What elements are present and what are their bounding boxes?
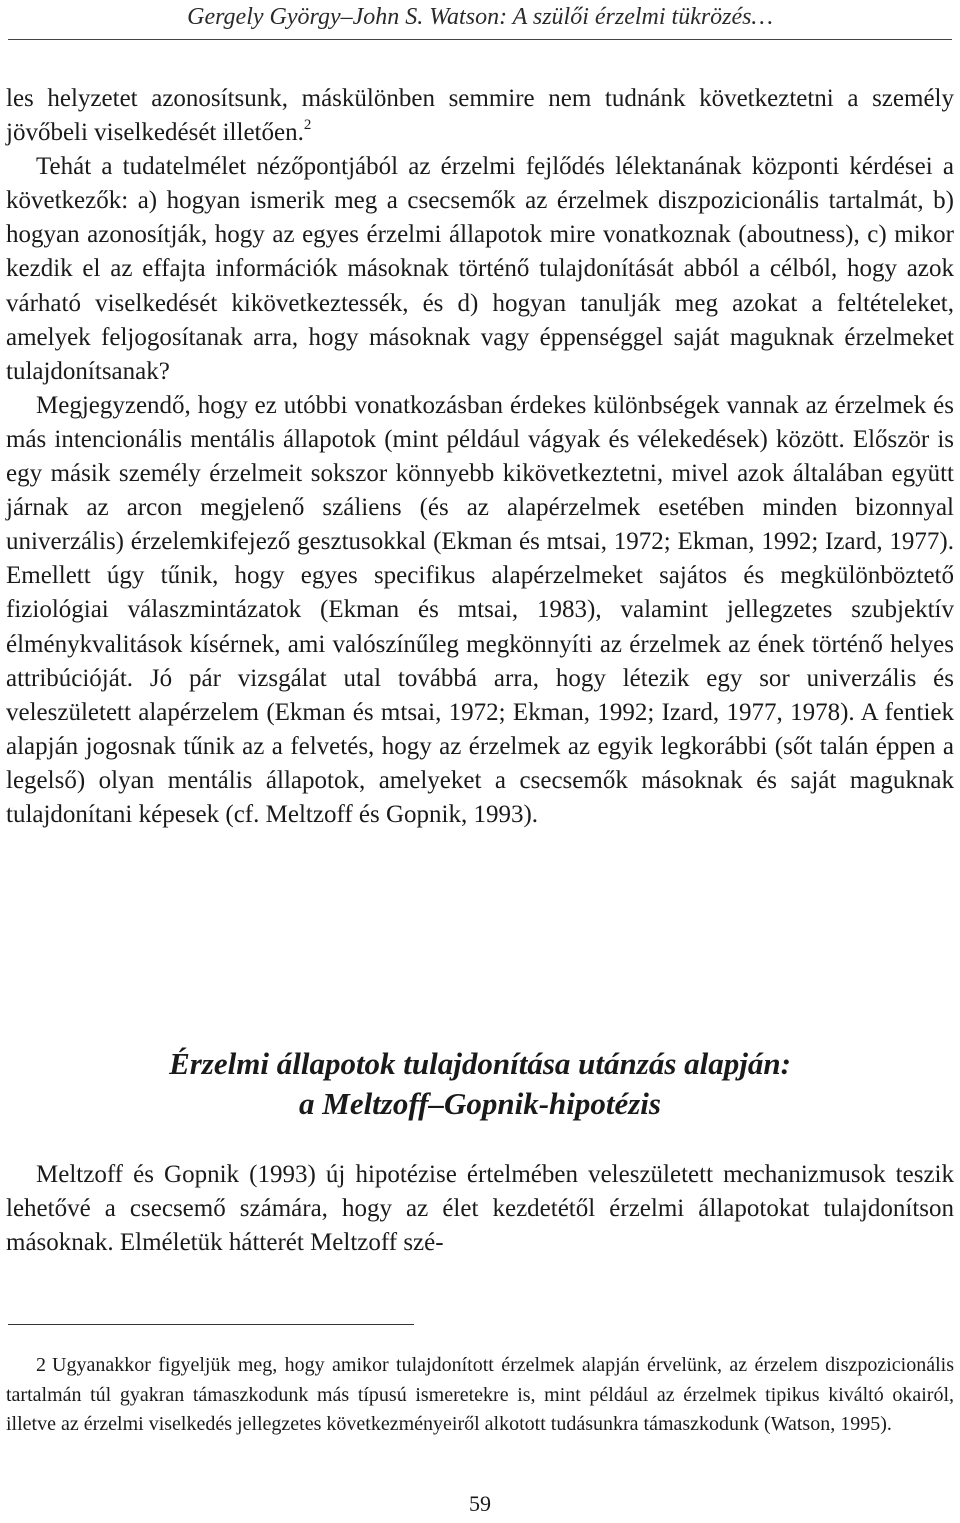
page-number: 59 xyxy=(469,1491,491,1516)
paragraph-1-text: les helyzetet azonosítsunk, máskülönben semmire nem tudnánk következtetni a személy jövőbeli viselkedését illetően. xyxy=(6,85,954,147)
header-rule xyxy=(8,39,952,40)
footnote xyxy=(6,1351,954,1440)
footnote-rule xyxy=(8,1324,414,1325)
footnote-text: Ugyanakkor figyeljük meg, hogy amikor tulajdonított érzelmek alapján érvelünk, az érzelem diszpozicionális tartalmán túl gyakran támaszkodunk más típusú ismeretekre is, mint például az érzelmek tipikus kiváltó okairól, illetve az érzelmi viselkedés jellegzetes következményeiről alkotott tudásunkra támaszkodunk (Watson, 1995). xyxy=(6,1354,954,1435)
body-text-top xyxy=(6,82,954,832)
paragraph-2: Tehát a tudatelmélet nézőpontjából az érzelmi fejlődés lélektanának központi kérdései a következők: a) hogyan ismerik meg a csecsemők az érzelmek diszpozicionális tartalmát, b) hogyan azonosítják, hogy az egyes érzelmi állapotok mire vonatkoznak (aboutness), c) mikor kezdik el az effajta információk másoknak történő tulajdonítását abból a célból, hogy azok várható viselkedését kikövetkeztessék, és d) hogyan tanulják meg azokat a feltételeket, amelyek feljogosítanak arra, hogy másoknak vagy éppenséggel saját maguknak érzelmeket tulajdonítsanak? xyxy=(6,153,954,385)
body-text-bottom xyxy=(6,1158,954,1260)
paragraph-4: Meltzoff és Gopnik (1993) új hipotézise értelmében veleszületett mechanizmusok teszik lehetővé a csecsemő számára, hogy az élet kezdetétől érzelmi állapotokat tulajdonítson másoknak. Elméletük hátterét Meltzoff szé- xyxy=(6,1161,954,1257)
section-heading-line-1: Érzelmi állapotok tulajdonítása utánzás alapján: xyxy=(169,1046,791,1081)
footnote-reference[interactable]: 2 xyxy=(303,117,312,134)
section-heading xyxy=(0,1044,960,1124)
paragraph-1 xyxy=(6,82,954,150)
footnote-number: 2 xyxy=(36,1354,46,1376)
running-header: Gergely György–John S. Watson: A szülői érzelmi tükrözés… xyxy=(187,4,773,30)
section-heading-line-2: a Meltzoff–Gopnik-hipotézis xyxy=(299,1086,661,1121)
paragraph-3: Megjegyzendő, hogy ez utóbbi vonatkozásban érdekes különbségek vannak az érzelmek és más intencionális mentális állapotok (mint például vágyak és vélekedések) között. Először is egy másik személy érzelmeit sokszor könnyebb kikövetkeztetni, mivel azok általában együtt járnak az arcon megjelenő száliens (és az alapérzelmek esetében minden bizonnyal univerzális) érzelemkifejező gesztusokkal (Ekman és mtsai, 1972; Ekman, 1992; Izard, 1977). Emellett úgy tűnik, hogy egyes specifikus alapérzelmeket sajátos és megkülönböztető fiziológiai válaszmintázatok (Ekman és mtsai, 1983), valamint jellegzetes szubjektív élménykvalitások kísérnek, ami valószínűleg megkönnyíti az érzelmek az ének történő helyes attribúcióját. Jó pár vizsgálat utal továbbá arra, hogy létezik egy sor univerzális és veleszületett alapérzelem (Ekman és mtsai, 1972; Ekman, 1992; Izard, 1977, 1978). A fentiek alapján jogosnak tűnik az a felvetés, hogy az érzelmek az egyik legkorábbi (sőt talán éppen a legelső) olyan mentális állapotok, amelyeket a csecsemők másoknak és saját maguknak tulajdonítani képesek (cf. Meltzoff és Gopnik, 1993). xyxy=(6,391,954,828)
